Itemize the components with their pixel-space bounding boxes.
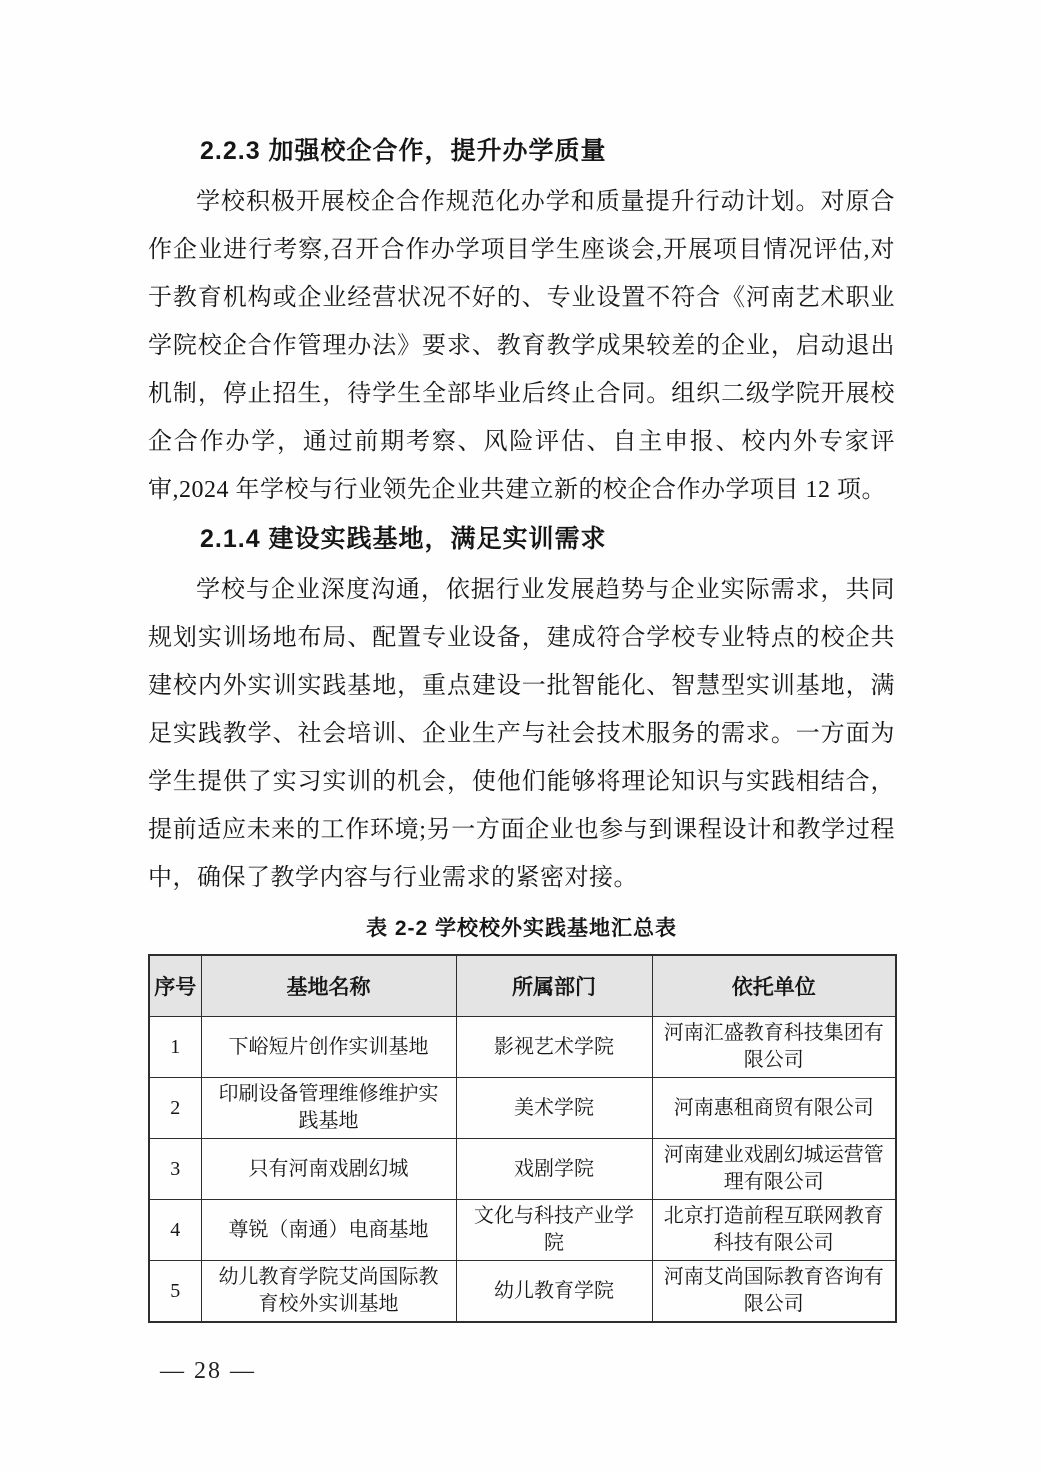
page-content — [148, 128, 895, 1323]
table-row — [149, 1261, 896, 1323]
section-paragraph-2-2-3: 学校积极开展校企合作规范化办学和质量提升行动计划。对原合作企业进行考察,召开合作办学项目学生座谈会,开展项目情况评估,对于教育机构或企业经营状况不好的、专业设置不符合《河南艺术职业学院校企合作管理办法》要求、教育教学成果较差的企业，启动退出机制，停止招生，待学生全部毕业后终止合同。组织二级学院开展校企合作办学，通过前期考察、风险评估、自主申报、校内外专家评审,2024 年学校与行业领先企业共建立新的校企合作办学项目 12 项。 — [148, 189, 895, 503]
table-cell: 印刷设备管理维修维护实践基地 — [201, 1078, 456, 1139]
table-cell: 下峪短片创作实训基地 — [201, 1017, 456, 1078]
section-heading-2-2-3: 2.2.3 加强校企合作，提升办学质量 — [200, 137, 607, 165]
section-paragraph-2-1-4: 学校与企业深度沟通，依据行业发展趋势与企业实际需求，共同规划实训场地布局、配置专业设备，建成符合学校专业特点的校企共建校内外实训实践基地，重点建设一批智能化、智慧型实训基地，满足实践教学、社会培训、企业生产与社会技术服务的需求。一方面为学生提供了实习实训的机会，使他们能够将理论知识与实践相结合，提前适应未来的工作环境;另一方面企业也参与到课程设计和教学过程中，确保了教学内容与行业需求的紧密对接。 — [148, 577, 895, 891]
table-cell: 影视艺术学院 — [456, 1017, 652, 1078]
page-number: — 28 — — [160, 1358, 256, 1384]
table-cell: 幼儿教育学院艾尚国际教育校外实训基地 — [201, 1261, 456, 1323]
table-cell: 只有河南戏剧幻城 — [201, 1139, 456, 1200]
table-header-row — [149, 955, 896, 1017]
table-row — [149, 1139, 896, 1200]
table-row — [149, 1078, 896, 1139]
table-cell: 1 — [149, 1017, 201, 1078]
table-cell: 河南惠租商贸有限公司 — [652, 1078, 896, 1139]
table-cell: 3 — [149, 1139, 201, 1200]
table-row — [149, 1200, 896, 1261]
table-cell: 5 — [149, 1261, 201, 1323]
practice-base-table — [148, 954, 897, 1323]
section-heading-2-1-4: 2.1.4 建设实践基地，满足实训需求 — [200, 525, 607, 553]
table-cell: 尊锐（南通）电商基地 — [201, 1200, 456, 1261]
table-header-cell: 依托单位 — [652, 955, 896, 1017]
table-cell: 戏剧学院 — [456, 1139, 652, 1200]
table-row — [149, 1017, 896, 1078]
table-head — [149, 955, 896, 1017]
table-cell: 幼儿教育学院 — [456, 1261, 652, 1323]
table-cell: 文化与科技产业学院 — [456, 1200, 652, 1261]
table-cell: 2 — [149, 1078, 201, 1139]
table-cell: 河南汇盛教育科技集团有限公司 — [652, 1017, 896, 1078]
table-caption: 表 2-2 学校校外实践基地汇总表 — [365, 917, 678, 940]
table-cell: 河南建业戏剧幻城运营管理有限公司 — [652, 1139, 896, 1200]
table-cell: 美术学院 — [456, 1078, 652, 1139]
table-header-cell: 基地名称 — [201, 955, 456, 1017]
table-cell: 河南艾尚国际教育咨询有限公司 — [652, 1261, 896, 1323]
table-header-cell: 所属部门 — [456, 955, 652, 1017]
table-cell: 北京打造前程互联网教育科技有限公司 — [652, 1200, 896, 1261]
table-header-cell: 序号 — [149, 955, 201, 1017]
table-body — [149, 1017, 896, 1323]
table-cell: 4 — [149, 1200, 201, 1261]
